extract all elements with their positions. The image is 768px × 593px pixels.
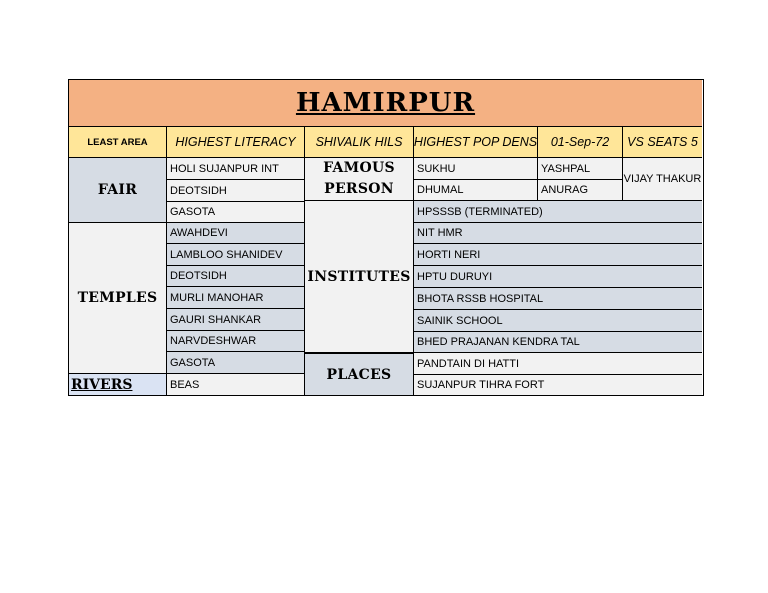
institute-item: HORTI NERI	[414, 244, 702, 266]
header-vs-seats: VS SEATS 5	[623, 127, 702, 158]
temple-item: MURLI MANOHAR	[167, 287, 305, 309]
temple-item: GASOTA	[167, 352, 305, 374]
fair-label: FAIR	[69, 158, 167, 223]
header-highest-pop-dens: HIGHEST POP DENS	[414, 127, 538, 158]
famous-person-first-name: YASHPAL	[538, 158, 623, 180]
famous-person-first-name: ANURAG	[538, 180, 623, 201]
institute-item: SAINIK SCHOOL	[414, 310, 702, 332]
institute-item: NIT HMR	[414, 223, 702, 244]
river-item: BEAS	[167, 374, 305, 395]
famous-person-name: SUKHU	[414, 158, 538, 180]
fair-item: HOLI SUJANPUR INT	[167, 158, 305, 180]
temple-item: DEOTSIDH	[167, 266, 305, 287]
institute-item: BHOTA RSSB HOSPITAL	[414, 288, 702, 310]
famous-person-label: FAMOUS PERSON	[305, 158, 414, 201]
fair-item: DEOTSIDH	[167, 180, 305, 202]
place-item: PANDTAIN DI HATTI	[414, 353, 702, 375]
rivers-label: RIVERS	[69, 374, 167, 395]
page-title: HAMIRPUR	[295, 88, 476, 118]
title-cell	[69, 80, 702, 127]
temple-item: AWAHDEVI	[167, 223, 305, 244]
place-item: SUJANPUR TIHRA FORT	[414, 375, 702, 395]
district-table	[68, 79, 704, 396]
fair-item: GASOTA	[167, 202, 305, 223]
temples-label: TEMPLES	[69, 223, 167, 374]
institute-item: BHED PRAJANAN KENDRA TAL	[414, 332, 702, 353]
institute-item: HPSSSB (TERMINATED)	[414, 201, 702, 223]
temple-item: GAURI SHANKAR	[167, 309, 305, 331]
temple-item: NARVDESHWAR	[167, 331, 305, 352]
header-date: 01-Sep-72	[538, 127, 623, 158]
institutes-label: INSTITUTES	[305, 201, 414, 353]
temple-item: LAMBLOO SHANIDEV	[167, 244, 305, 266]
header-least-area: LEAST AREA	[69, 127, 167, 158]
header-highest-literacy: HIGHEST LITERACY	[167, 127, 305, 158]
famous-person-other: VIJAY THAKUR	[623, 158, 702, 201]
places-label: PLACES	[305, 353, 414, 395]
institute-item: HPTU DURUYI	[414, 266, 702, 288]
header-shivalik: SHIVALIK HILS	[305, 127, 414, 158]
famous-person-name: DHUMAL	[414, 180, 538, 201]
